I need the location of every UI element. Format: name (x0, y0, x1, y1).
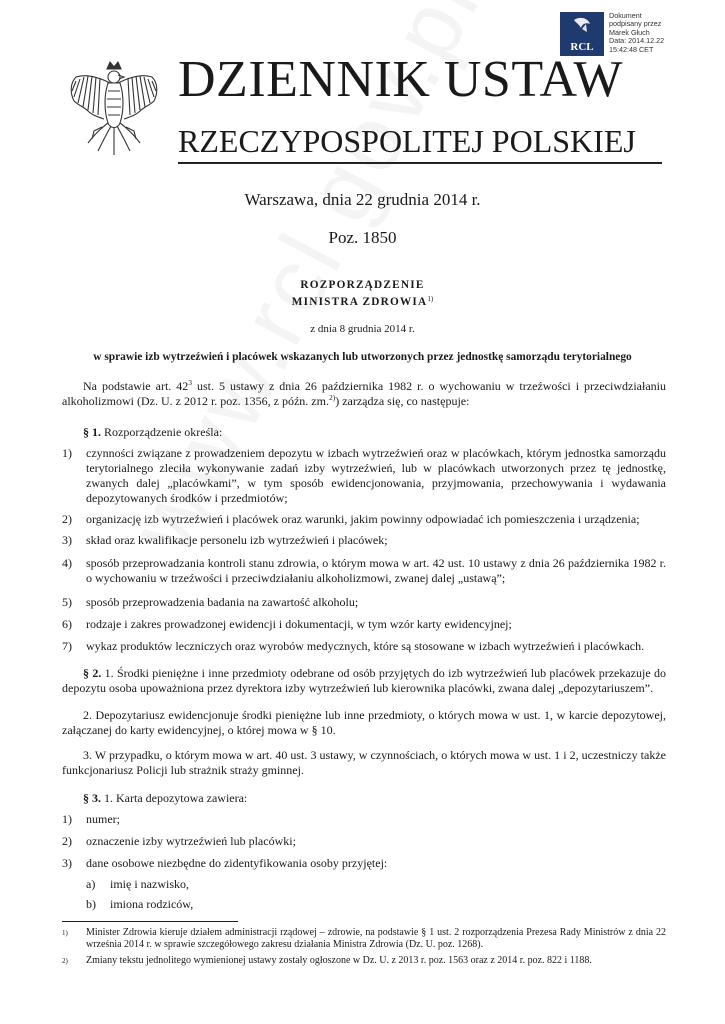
footnote: 2) Zmiany tekstu jednolitego wymienionej ustawy zostały ogłoszone w Dz. U. z 2013 r. poz. 1563 oraz z 2014 r. poz. 822 i 1188. (62, 955, 592, 966)
list-item: 7) wykaz produktów leczniczych oraz wyrobów medycznych, które są stosowane w izbach wytrzeźwień i placówkach. (62, 639, 645, 653)
rcl-logo-text: RCL (570, 41, 594, 53)
section-3-intro: § 3. 1. Karta depozytowa zawiera: (83, 791, 248, 805)
sub-list-item: a) imię i nazwisko, (86, 877, 189, 891)
section-2-para-1: § 2. 1. Środki pieniężne i inne przedmioty odebrane od osób przyjętych do izb wytrzeźwień lub placówek przekazuje do depozytu osoba upoważniona przez dyrektora izby wytrzeźwień lub kierownika placówki, zwana dalej „depozytariuszem”. (62, 666, 666, 695)
footnote-ref: 2) (328, 393, 336, 402)
section-2-para-3: 3. W przypadku, o którym mowa w art. 40 ust. 3 ustawy, w czynnościach, o których mowa w ust. 1 i 2, uczestniczy także funkcjonariusz Policji lub strażnik straży gminnej. (62, 748, 666, 777)
rcl-logo (560, 12, 604, 56)
section-label: § 3. (83, 791, 101, 805)
preamble: Na podstawie art. $42^3$ ust. 5 ustawy z dnia 26 października 1982 r. o wychowaniu w trzeźwości i przeciwdziałaniu alkoholizmowi (Dz. U. z 2012 r. poz. 1356, z późn. zm.$^{2)}$) zarządza się, co następuje: (62, 378, 666, 408)
footnote-rule (62, 921, 238, 922)
stamp-line: Dokument (609, 11, 642, 20)
section-2-para-2: 2. Depozytariusz ewidencjonuje środki pieniężne lub inne przedmioty, o których mowa w ust. 1, w karcie depozytowej, załączanej do karty ewidencyjnej, o której mowa w § 10. (62, 708, 666, 737)
stamp-line: Marek Głuch (609, 27, 650, 37)
act-author (0, 295, 725, 309)
stamp-line: podpisany przez (609, 19, 662, 29)
list-item: 4) sposób przeprowadzania kontroli stanu zdrowia, o którym mowa w art. 42 ust. 10 ustawy z dnia 26 października 1982 r. o wychowaniu w trzeźwości i przeciwdziałaniu alkoholizmowi, zwanej dalej „ustawą”; (62, 556, 666, 585)
act-subject: w sprawie izb wytrzeźwień i placówek wskazanych lub utworzonych przez jednostkę samorządu terytorialnego (93, 351, 632, 363)
act-author-name: MINISTRA ZDROWIA (291, 296, 428, 308)
list-item: 3) dane osobowe niezbędne do zidentyfikowania osoby przyjętej: (62, 856, 388, 870)
publication-date: Warszawa, dnia 22 grudnia 2014 r. (244, 190, 481, 209)
stamp-line: 15:42:48 CET (609, 44, 654, 54)
list-item: 5) sposób przeprowadzenia badania na zawartość alkoholu; (62, 595, 359, 609)
signature-stamp (560, 12, 708, 56)
journal-subtitle: RZECZYPOSPOLITEJ POLSKIEJ (178, 123, 636, 159)
header-rule (178, 162, 662, 164)
list-item: 3) skład oraz kwalifikacje personelu izb wytrzeźwień i placówek; (62, 533, 388, 547)
list-item: 1) czynności związane z prowadzeniem depozytu w izbach wytrzeźwień oraz w placówkach, którym jednostka samorządu terytorialnego zleciła wykonywanie zadań izby wytrzeźwień, lub w placówkach utworzonych przez tę jednostkę, zwanych dalej „placówkami”, w tym sposób ewidencjonowania, przyjmowania, przechowywania i wydawania depozytowanych środków i przedmiotów; (62, 446, 666, 505)
position-number: Poz. 1850 (328, 228, 397, 247)
sub-list-item: b) imiona rodziców, (86, 897, 194, 911)
section-label: § 1. (83, 425, 101, 439)
list-item: 2) oznaczenie izby wytrzeźwień lub placówki; (62, 834, 296, 848)
stamp-line: Data: 2014.12.22 (609, 36, 665, 46)
list-item: 1) numer; (62, 812, 120, 826)
journal-title: DZIENNIK USTAW (178, 51, 623, 108)
list-item: 2) organizację izb wytrzeźwień i placówek oraz warunki, jakim powinny odpowiadać ich pomieszczenia i urządzenia; (62, 512, 640, 526)
list-item: 6) rodzaje i zakres prowadzonej ewidencji i dokumentacji, w tym wzór karty ewidencyjnej; (62, 617, 512, 631)
act-type: ROZPORZĄDZENIE (300, 279, 425, 291)
superscript: 3 (188, 378, 193, 387)
section-1-intro: § 1. Rozporządzenie określa: (83, 425, 223, 439)
footnote: 1) Minister Zdrowia kieruje działem administracji rządowej – zdrowie, na podstawie § 1 ust. 2 rozporządzenia Prezesa Rady Ministrów z dnia 22 września 2014 r. w sprawie szczegółowego zakresu działania Ministra Zdrowia (Dz. U. poz. 1268). (62, 927, 666, 950)
stamp-text (609, 12, 664, 54)
act-date: z dnia 8 grudnia 2014 r. (310, 323, 415, 335)
footnote-ref: 1) (427, 295, 434, 303)
section-label: § 2. (83, 666, 102, 680)
eagle-emblem-icon (58, 55, 170, 167)
